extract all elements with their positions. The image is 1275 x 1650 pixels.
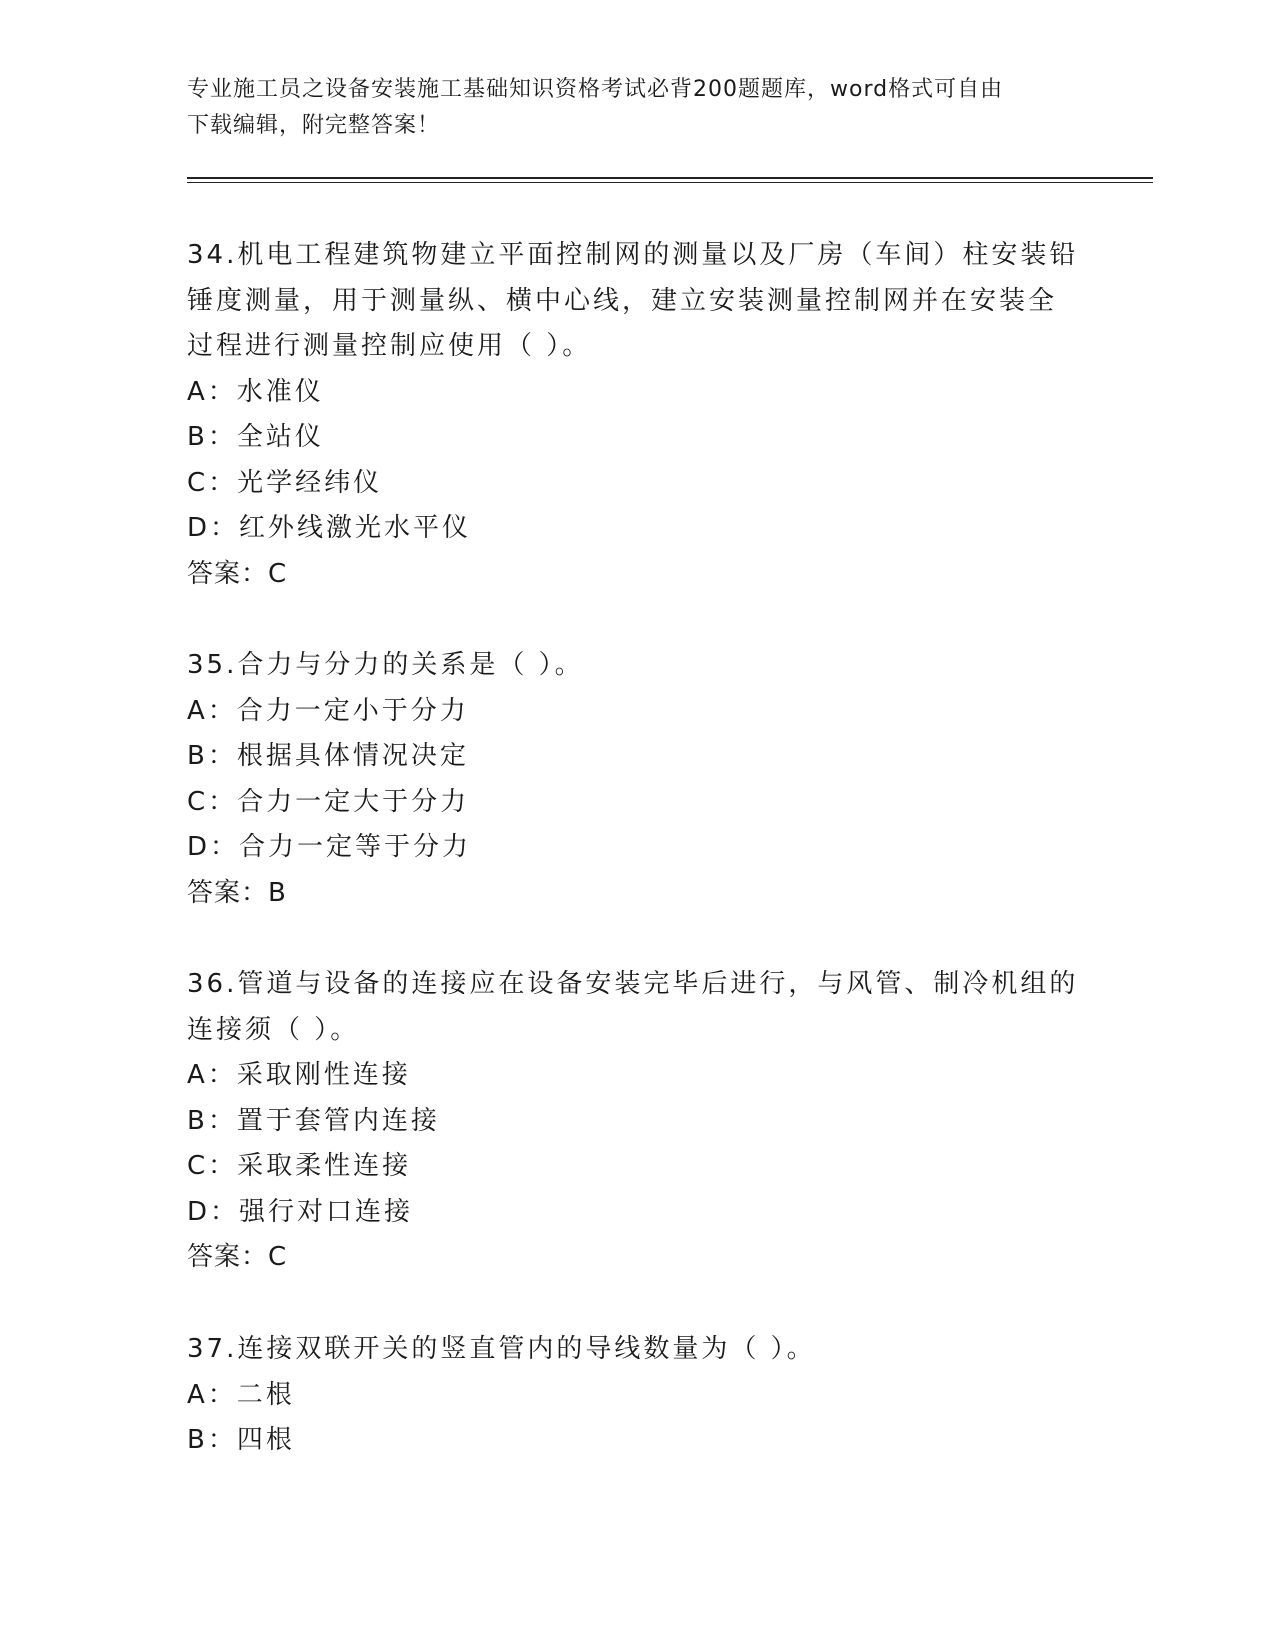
option-d: D：强行对口连接 bbox=[187, 1196, 414, 1227]
option-c: C：合力一定大于分力 bbox=[187, 786, 470, 817]
option-a: A：采取刚性连接 bbox=[187, 1060, 411, 1090]
option-d: D：红外线激光水平仪 bbox=[187, 513, 472, 543]
question-35 bbox=[187, 643, 1087, 916]
answer-line: 答案：C bbox=[187, 558, 288, 589]
answer-line: 答案：B bbox=[187, 877, 287, 908]
header-title-line-2: 下载编辑，附完整答案！ bbox=[187, 113, 441, 138]
question-stem-line: 连接须（ ）。 bbox=[187, 1014, 360, 1045]
option-b: B：四根 bbox=[187, 1425, 295, 1455]
question-stem-line: 37.连接双联开关的竖直管内的导线数量为（ ）。 bbox=[187, 1334, 816, 1364]
option-c: C：光学经纬仪 bbox=[187, 467, 383, 498]
option-c: C：采取柔性连接 bbox=[187, 1151, 412, 1181]
option-b: B：全站仪 bbox=[187, 422, 324, 452]
option-a: A：水准仪 bbox=[187, 376, 324, 407]
header-divider-thin bbox=[187, 182, 1153, 183]
header-divider-thick bbox=[187, 177, 1153, 179]
question-stem-line: 锤度测量，用于测量纵、横中心线，建立安装测量控制网并在安装全 bbox=[187, 285, 1058, 316]
question-stem-line: 35.合力与分力的关系是（ ）。 bbox=[187, 650, 584, 680]
document-header bbox=[187, 72, 1087, 144]
answer-line: 答案：C bbox=[187, 1242, 288, 1272]
question-stem-line: 34.机电工程建筑物建立平面控制网的测量以及厂房（车间）柱安装铅 bbox=[187, 240, 1079, 270]
question-34 bbox=[187, 233, 1087, 597]
question-37 bbox=[187, 1327, 1087, 1464]
header-title-line-1: 专业施工员之设备安装施工基础知识资格考试必背200题题库，word格式可自由 bbox=[187, 77, 1004, 102]
option-a: A：合力一定小于分力 bbox=[187, 695, 469, 726]
option-a: A：二根 bbox=[187, 1379, 295, 1410]
question-stem-line: 过程进行测量控制应使用（ ）。 bbox=[187, 331, 592, 361]
option-d: D：合力一定等于分力 bbox=[187, 832, 472, 862]
question-36 bbox=[187, 962, 1087, 1281]
question-stem-line: 36.管道与设备的连接应在设备安装完毕后进行，与风管、制冷机组的 bbox=[187, 969, 1079, 999]
option-b: B：根据具体情况决定 bbox=[187, 741, 469, 771]
option-b: B：置于套管内连接 bbox=[187, 1105, 440, 1136]
